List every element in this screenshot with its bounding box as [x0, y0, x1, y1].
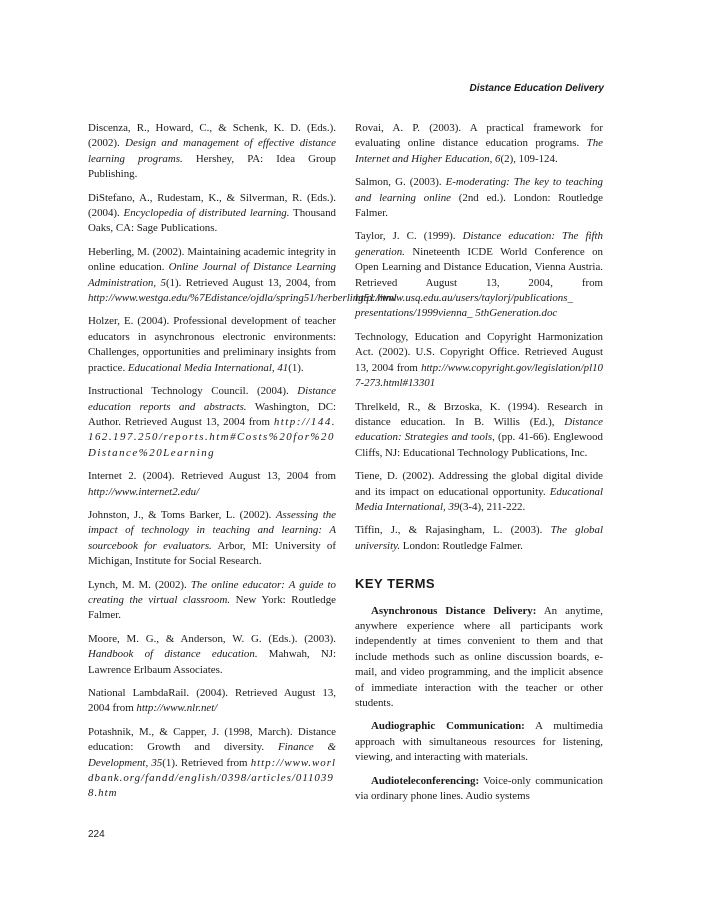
reference-entry: Tiene, D. (2002). Addressing the global digital divide and its impact on educational opportunity. Educational Media International, 39(3-4), 211-222. — [355, 470, 603, 513]
key-term-title: Audioteleconferencing: — [371, 774, 480, 787]
reference-entry: Johnston, J., & Toms Barker, L. (2002). Assessing the impact of technology in teaching and learning: A sourcebook for evaluators. Arbor, MI: University of Michigan, Institute for Social Research. — [88, 508, 336, 568]
reference-entry: Salmon, G. (2003). E-moderating: The key to teaching and learning online (2nd ed.). London: Routledge Falmer. — [355, 176, 603, 220]
reference-entry: Technology, Education and Copyright Harmonization Act. (2002). U.S. Copyright Office. Retrieved August 13, 2004 from http://www.copyright.gov/legislation/pl107-273.html#13301 — [355, 330, 603, 390]
reference-entry: Taylor, J. C. (1999). Distance education: The fifth generation. Nineteenth ICDE World Conference on Open Learning and Distance Education, Vienna Austria. Retrieved August 13, 2004, from http://www.usq.edu.au/users/taylorj/publications_ presentations/1999vienna_ 5thGeneration.doc — [355, 230, 604, 320]
reference-url: http://144.162.197.250/reports.htm#Costs%20for%20Distance%20Learning — [88, 415, 336, 459]
running-head: Distance Education Delivery — [469, 83, 604, 94]
reference-entry: Discenza, R., Howard, C., & Schenk, K. D. (Eds.). (2002). Design and management of effective distance learning programs. Hershey, PA: Idea Group Publishing. — [88, 122, 336, 181]
page-number: 224 — [88, 829, 105, 840]
reference-entry: Internet 2. (2004). Retrieved August 13, 2004 from http://www.internet2.edu/ — [88, 470, 336, 498]
reference-entry: Instructional Technology Council. (2004). Distance education reports and abstracts. Washington, DC: Author. Retrieved August 13, 2004 from http://144.162.197.250/reports.htm#Costs%20for%20Distance%20Learning — [88, 385, 336, 459]
reference-entry: Rovai, A. P. (2003). A practical framework for evaluating online distance education programs. The Internet and Higher Education, 6(2), 109-124. — [355, 122, 603, 165]
key-term-entry — [355, 774, 603, 805]
reference-url: http://www.copyright.gov/legislation/pl107-273.html#13301 — [355, 361, 603, 390]
reference-entry: Holzer, E. (2004). Professional development of teacher educators in asynchronous electronic environments: Challenges, opportunities and preliminary insights from practice. Educational Media International, 41(1). — [88, 315, 336, 374]
key-term-entry — [355, 604, 603, 712]
reference-url: http://www.westga.edu/%7Edistance/ojdla/spring51/herberling51.html — [88, 292, 397, 305]
key-terms-heading: KEY TERMS — [355, 576, 436, 592]
key-term-entry — [355, 719, 603, 765]
reference-entry: Heberling, M. (2002). Maintaining academic integrity in online education. Online Journal of Distance Learning Administration, 5(1). Retrieved August 13, 2004, from http://www.westga.edu/%7Edistance/ojdla/spring51/herberling51.html — [88, 245, 397, 305]
reference-entry: Moore, M. G., & Anderson, W. G. (Eds.). (2003). Handbook of distance education. Mahwah, NJ: Lawrence Erlbaum Associates. — [88, 632, 336, 676]
reference-url: http://www.nlr.net/ — [136, 702, 218, 715]
key-term-definition: An anytime, anywhere experience where all participants work independently at times convenient to them and that include methods such as online discussion boards, e-mail, and video programming, and the implicit absence of immediate interaction with the teacher or other students. — [355, 604, 603, 709]
key-term-definition: A multimedia approach with simultaneous resources for listening, viewing, and interacting with materials. — [355, 720, 603, 764]
reference-entry: National LambdaRail. (2004). Retrieved August 13, 2004 from http://www.nlr.net/ — [88, 687, 336, 715]
reference-entry: Potashnik, M., & Capper, J. (1998, March). Distance education: Growth and diversity. Finance & Development, 35(1). Retrieved from http://www.worldbank.org/fandd/english/0398/articles/0110398.htm — [88, 725, 337, 800]
reference-entry: DiStefano, A., Rudestam, K., & Silverman, R. (Eds.). (2004). Encyclopedia of distributed learning. Thousand Oaks, CA: Sage Publications. — [88, 191, 336, 235]
right-column — [355, 121, 603, 812]
key-term-title: Audiographic Communication: — [371, 720, 525, 733]
reference-url: http://www.worldbank.org/fandd/english/0398/articles/0110398.htm — [88, 756, 337, 800]
reference-entry: Tiffin, J., & Rajasingham, L. (2003). The global university. London: Routledge Falmer. — [355, 524, 603, 552]
reference-url: http://www.usq.edu.au/users/taylorj/publications_ presentations/1999vienna_ 5thGeneration.doc — [355, 292, 573, 320]
key-term-title: Asynchronous Distance Delivery: — [371, 604, 537, 617]
reference-url: http://www.internet2.edu/ — [88, 485, 200, 498]
key-term-definition: Voice-only communication via ordinary phone lines. Audio systems — [355, 774, 603, 803]
reference-entry: Threlkeld, R., & Brzoska, K. (1994). Research in distance education. In B. Willis (Ed.), Distance education: Strategies and tools, (pp. 41-66). Englewood Cliffs, NJ: Educational Technology Publications, Inc. — [355, 400, 603, 459]
reference-entry: Lynch, M. M. (2002). The online educator: A guide to creating the virtual classroom. New York: Routledge Falmer. — [88, 578, 337, 622]
